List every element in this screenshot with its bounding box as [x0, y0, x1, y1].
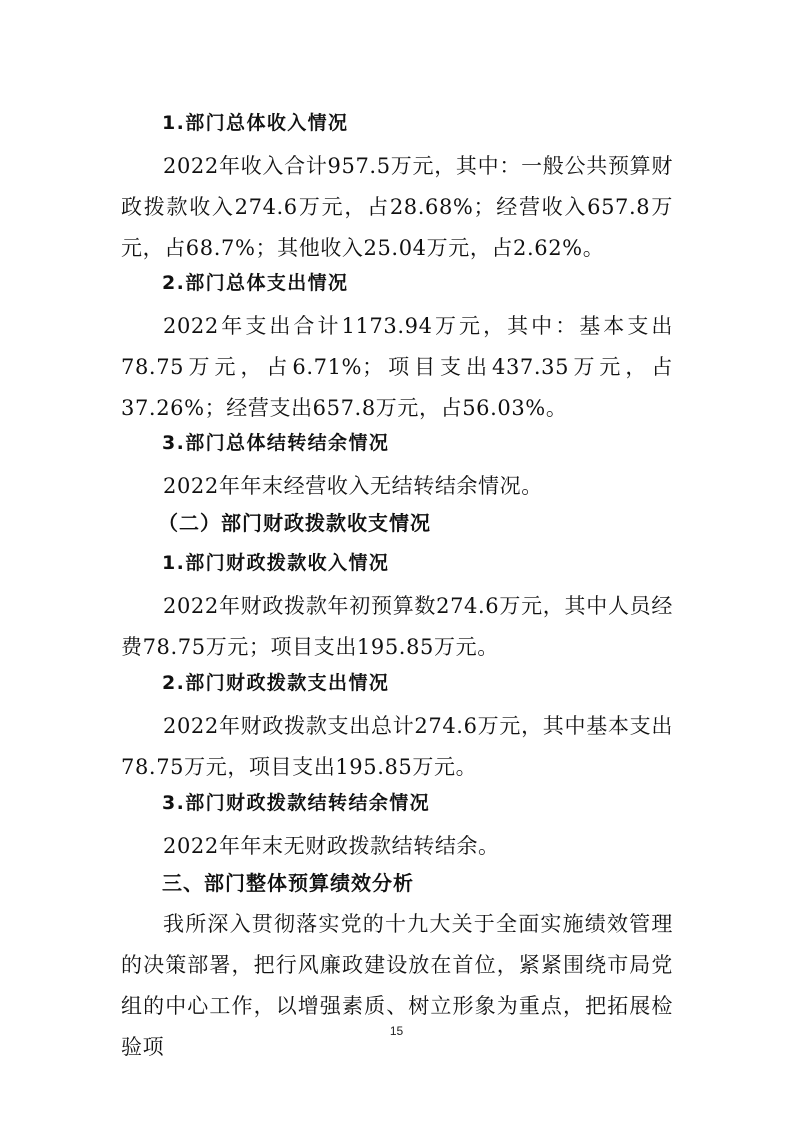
heading-total-income: 1.部门总体收入情况 [162, 112, 349, 134]
heading-fiscal-carryover: 3.部门财政拨款结转结余情况 [162, 792, 431, 814]
paragraph-fiscal-income: 2022年财政拨款年初预算数274.6万元，其中人员经费78.75万元；项目支出195.85万元。 [121, 594, 673, 659]
heading-carryover: 3.部门总体结转结余情况 [162, 432, 390, 454]
paragraph-fiscal-carryover: 2022年年末无财政拨款结转结余。 [163, 834, 500, 858]
page-number: 15 [389, 1024, 404, 1038]
paragraph-total-income: 2022年收入合计957.5万元，其中：一般公共预算财政拨款收入274.6万元，占28.68%；经营收入657.8万元，占68.7%；其他收入25.04万元，占2.62%。 [121, 154, 673, 260]
paragraph-fiscal-expenditure: 2022年财政拨款支出总计274.6万元，其中基本支出78.75万元，项目支出195.85万元。 [121, 714, 673, 779]
heading-fiscal-expenditure: 2.部门财政拨款支出情况 [162, 672, 390, 694]
paragraph-performance-analysis: 我所深入贯彻落实党的十九大关于全面实施绩效管理的决策部署，把行风廉政建设放在首位，紧紧围绕市局党组的中心工作，以增强素质、树立形象为重点，把拓展检验项 [121, 912, 673, 1059]
section-fiscal-allocation: （二）部门财政拨款收支情况 [158, 511, 431, 535]
paragraph-carryover: 2022年年末经营收入无结转结余情况。 [163, 474, 543, 498]
paragraph-total-expenditure: 2022年支出合计1173.94万元，其中：基本支出78.75万元，占6.71%；项目支出437.35万元，占37.26%；经营支出657.8万元，占56.03%。 [121, 314, 673, 420]
heading-fiscal-income: 1.部门财政拨款收入情况 [162, 552, 390, 574]
heading-total-expenditure: 2.部门总体支出情况 [162, 272, 349, 294]
section-performance-analysis: 三、部门整体预算绩效分析 [162, 871, 414, 895]
